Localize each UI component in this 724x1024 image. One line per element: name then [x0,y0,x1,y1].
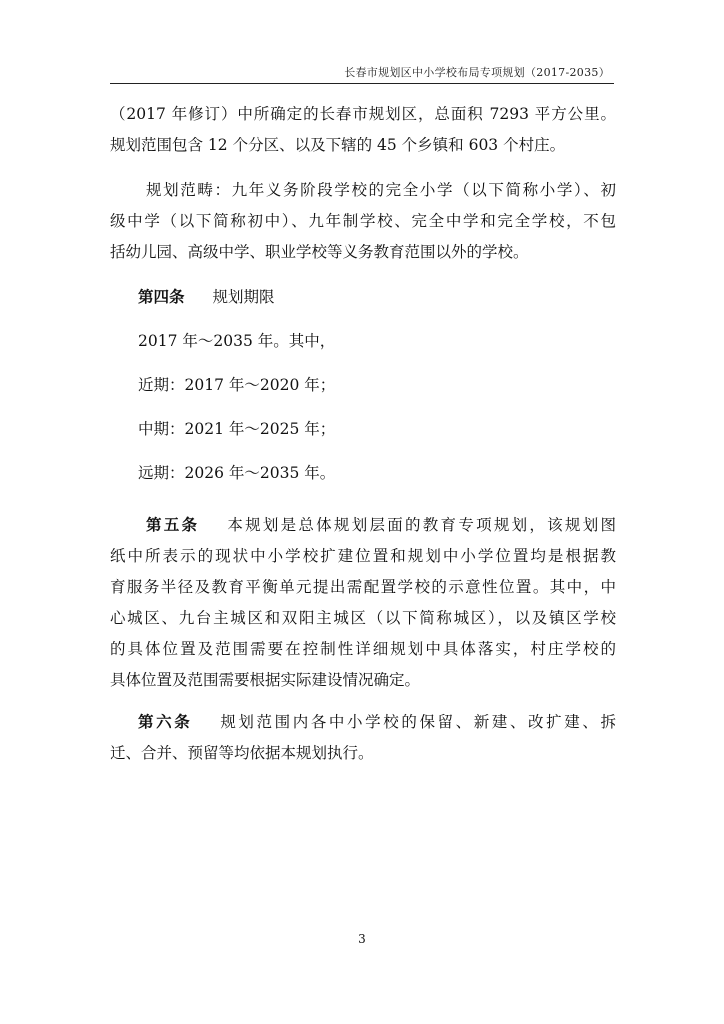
paragraph-line: 心城区、九台主城区和双阳主城区（以下简称城区），以及镇区学校 [110,609,616,627]
paragraph-line: 的具体位置及范围需要在控制性详细规划中具体落实，村庄学校的 [110,640,616,658]
paragraph-line: 规划范围包含 12 个分区、以及下辖的 45 个乡镇和 603 个村庄。 [110,136,566,154]
paragraph-line: 规划范畴：九年义务阶段学校的完全小学（以下简称小学）、初 [146,181,616,199]
article-4-label: 第四条 [138,287,185,306]
paragraph-line: 括幼儿园、高级中学、职业学校等义务教育范围以外的学校。 [110,243,529,261]
period-mid-term: 中期：2021 年～2025 年； [138,420,336,438]
running-header: 长春市规划区中小学校布局专项规划（2017-2035） [344,66,610,79]
period-near-term: 近期：2017 年～2020 年； [138,376,336,394]
article-5-label: 第五条 [146,515,200,534]
paragraph-line: 本规划是总体规划层面的教育专项规划，该规划图 [227,516,616,534]
period-range: 2017 年～2035 年。其中， [138,332,336,350]
header-divider [110,83,614,84]
article-6-first-line [110,712,616,732]
paragraph-line: 级中学（以下简称初中）、九年制学校、完全中学和完全学校，不包 [110,212,616,230]
article-4-heading [110,287,616,307]
paragraph-line: 规划范围内各中小学校的保留、新建、改扩建、拆 [220,713,616,731]
page-number: 3 [358,932,366,946]
article-5-first-line [110,515,616,535]
period-long-term: 远期：2026 年～2035 年。 [138,464,336,482]
paragraph-line: 迁、合并、预留等均依据本规划执行。 [110,744,374,762]
paragraph-line: 纸中所表示的现状中小学校扩建位置和规划中小学位置均是根据教 [110,547,616,565]
paragraph-line: 育服务半径及教育平衡单元提出需配置学校的示意性位置。其中，中 [110,578,616,596]
paragraph-line: 具体位置及范围需要根据实际建设情况确定。 [110,671,421,689]
paragraph-line: （2017 年修订）中所确定的长春市规划区，总面积 7293 平方公里。 [110,105,616,123]
article-4-title: 规划期限 [212,288,275,306]
article-6-label: 第六条 [138,712,193,731]
